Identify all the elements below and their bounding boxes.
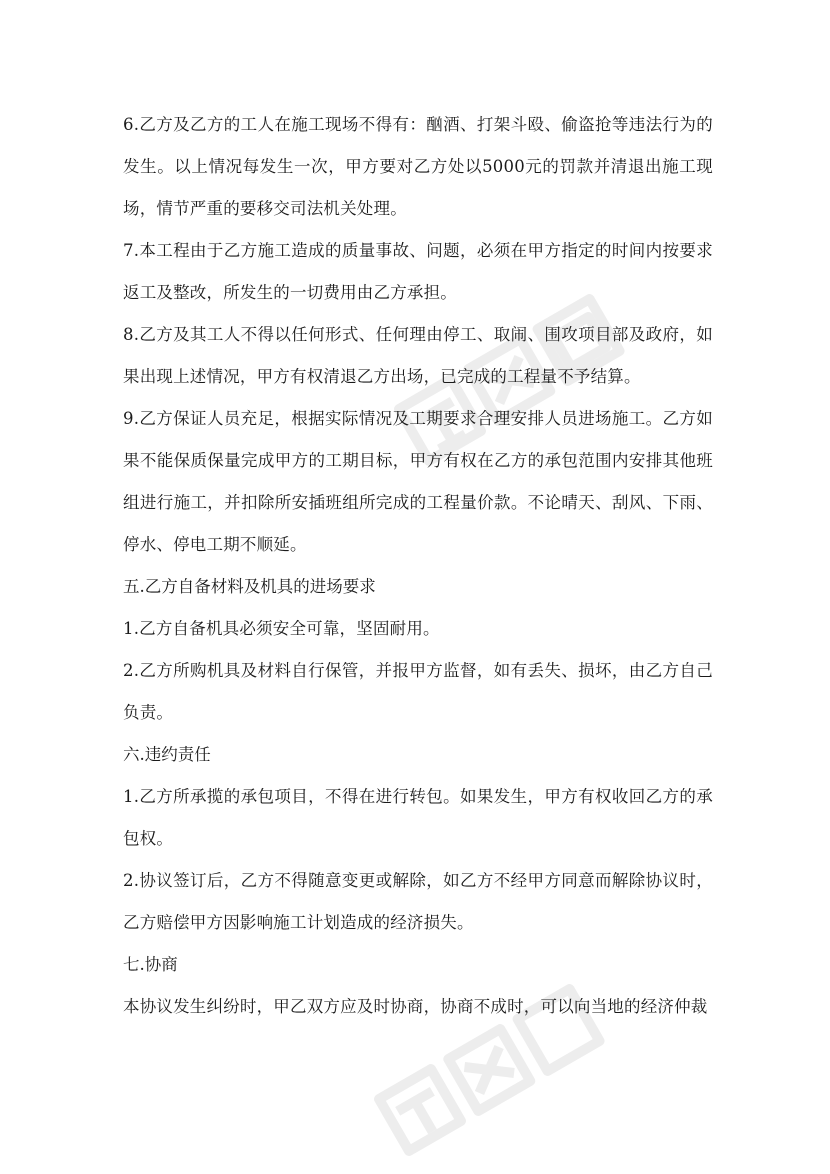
- clause-8: 8.乙方及其工人不得以任何形式、任何理由停工、取闹、围攻项目部及政府，如果出现上述情况，甲方有权清退乙方出场，已完成的工程量不予结算。: [123, 325, 713, 386]
- section-7-text: 本协议发生纠纷时，甲乙双方应及时协商，协商不成时，可以向当地的经济仲裁: [123, 997, 708, 1016]
- section-5-clause-2: 2.乙方所购机具及材料自行保管，并报甲方监督，如有丢失、损坏，由乙方自己负责。: [123, 661, 713, 722]
- clause-9: 9.乙方保证人员充足，根据实际情况及工期要求合理安排人员进场施工。乙方如果不能保质保量完成甲方的工期目标，甲方有权在乙方的承包范围内安排其他班组进行施工，并扣除所安插班组所完成的工程量价款。不论晴天、刮风、下雨、停水、停电工期不顺延。: [123, 409, 713, 554]
- clause-7: 7.本工程由于乙方施工造成的质量事故、问题，必须在甲方指定的时间内按要求返工及整改，所发生的一切费用由乙方承担。: [123, 241, 713, 302]
- section-heading-7: 七.协商: [123, 955, 178, 974]
- section-heading-5: 五.乙方自备材料及机具的进场要求: [123, 577, 376, 596]
- section-6-clause-2: 2.协议签订后，乙方不得随意变更或解除，如乙方不经甲方同意而解除协议时，乙方赔偿甲方因影响施工计划造成的经济损失。: [123, 871, 713, 932]
- section-6-clause-1: 1.乙方所承揽的承包项目，不得在进行转包。如果发生，甲方有权收回乙方的承包权。: [123, 787, 713, 848]
- document-body: [123, 104, 713, 1028]
- section-heading-6: 六.违约责任: [123, 745, 211, 764]
- clause-6: 6.乙方及乙方的工人在施工现场不得有：酗酒、打架斗殴、偷盗抢等违法行为的发生。以上情况每发生一次，甲方要对乙方处以5000元的罚款并清退出施工现场，情节严重的要移交司法机关处理。: [123, 115, 713, 218]
- section-5-clause-1: 1.乙方自备机具必须安全可靠，坚固耐用。: [123, 619, 440, 638]
